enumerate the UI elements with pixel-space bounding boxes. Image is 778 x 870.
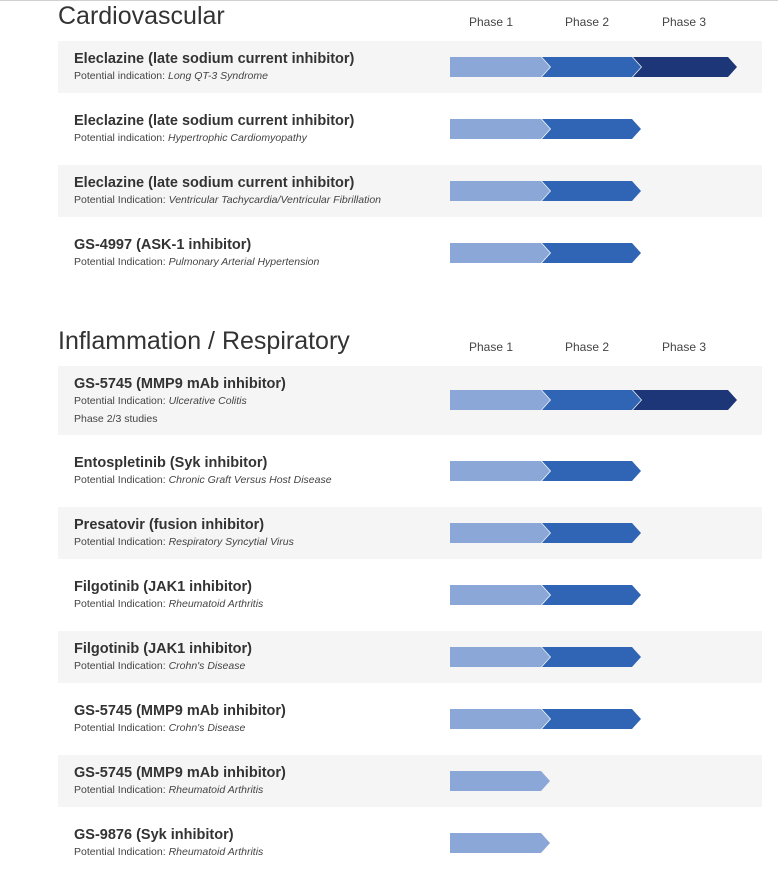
indication-label: Potential Indication: xyxy=(74,474,166,486)
phase-2-segment xyxy=(542,181,641,201)
indication-text xyxy=(74,599,263,610)
indication-text xyxy=(74,133,307,144)
drug-name: Filgotinib (JAK1 inhibitor) xyxy=(74,641,253,657)
phase-1-segment xyxy=(450,181,550,201)
phase-1-segment xyxy=(450,647,550,667)
pipeline-row xyxy=(58,445,762,497)
indication-label: Potential Indication: xyxy=(74,660,166,672)
drug-name: Entospletinib (Syk inhibitor) xyxy=(74,455,268,471)
phase-1-segment xyxy=(450,833,550,853)
phase-chevrons xyxy=(450,118,750,140)
phase-chevrons xyxy=(450,389,750,411)
phase-3-header: Phase 3 xyxy=(662,15,707,29)
drug-name: Filgotinib (JAK1 inhibitor) xyxy=(74,579,253,595)
phase-2-segment xyxy=(542,57,641,77)
phase-1-segment xyxy=(450,390,550,410)
indication-label: Potential Indication: xyxy=(74,784,166,796)
indication-label: Potential Indication: xyxy=(74,395,166,407)
phase-progress-bar xyxy=(450,832,750,854)
phase-2-segment xyxy=(542,461,641,481)
indication-text xyxy=(74,661,245,672)
pipeline-row xyxy=(58,817,762,869)
pipeline-row xyxy=(58,41,762,93)
phase-1-segment xyxy=(450,709,550,729)
phase-3-segment xyxy=(633,390,737,410)
phase-1-segment xyxy=(450,771,550,791)
indication-text xyxy=(74,723,245,734)
phase-chevrons xyxy=(450,708,750,730)
indication-value: Crohn's Disease xyxy=(168,722,246,734)
indication-value: Rheumatoid Arthritis xyxy=(168,784,264,796)
phase-progress-bar xyxy=(450,242,750,264)
indication-label: Potential Indication: xyxy=(74,598,166,610)
indication-label: Potential Indication: xyxy=(74,536,166,548)
phase-progress-bar xyxy=(450,118,750,140)
phase-2-header: Phase 2 xyxy=(565,15,610,29)
indication-label: Potential Indication: xyxy=(74,722,166,734)
indication-value: Respiratory Syncytial Virus xyxy=(168,536,294,548)
indication-text xyxy=(74,257,319,268)
indication-value: Hypertrophic Cardiomyopathy xyxy=(167,132,307,144)
phase-1-segment xyxy=(450,585,550,605)
phase-3-header: Phase 3 xyxy=(662,340,707,354)
indication-value: Crohn's Disease xyxy=(168,660,246,672)
indication-text xyxy=(74,475,332,486)
drug-name: GS-5745 (MMP9 mAb inhibitor) xyxy=(74,703,286,719)
phase-chevrons xyxy=(450,584,750,606)
pipeline-row xyxy=(58,755,762,807)
phase-1-segment xyxy=(450,57,550,77)
indication-text xyxy=(74,847,263,858)
pipeline-row xyxy=(58,227,762,279)
indication-label: Potential Indication: xyxy=(74,846,166,858)
indication-text xyxy=(74,71,268,82)
drug-name: GS-5745 (MMP9 mAb inhibitor) xyxy=(74,376,286,392)
phase-chevrons xyxy=(450,832,750,854)
drug-name: GS-5745 (MMP9 mAb inhibitor) xyxy=(74,765,286,781)
phase-1-segment xyxy=(450,119,550,139)
phase-chevrons xyxy=(450,770,750,792)
phase-2-segment xyxy=(542,390,641,410)
phase-progress-bar xyxy=(450,389,750,411)
phase-2-segment xyxy=(542,243,641,263)
phase-3-segment xyxy=(633,57,737,77)
phase-2-segment xyxy=(542,585,641,605)
phase-1-header: Phase 1 xyxy=(469,15,514,29)
drug-name: Eleclazine (late sodium current inhibitor) xyxy=(74,175,355,191)
phase-progress-bar xyxy=(450,56,750,78)
indication-text xyxy=(74,396,247,407)
pipeline-row xyxy=(58,507,762,559)
phase-1-segment xyxy=(450,523,550,543)
section-title: Cardiovascular xyxy=(58,2,225,30)
indication-value: Long QT-3 Syndrome xyxy=(167,70,268,82)
phase-chevrons xyxy=(450,460,750,482)
indication-label: Potential Indication: xyxy=(74,256,166,268)
section-cardiovascular xyxy=(58,1,762,291)
section-inflammation-respiratory xyxy=(58,326,762,870)
phase-2-segment xyxy=(542,119,641,139)
phase-2-segment xyxy=(542,647,641,667)
phase-progress-bar xyxy=(450,770,750,792)
indication-value: Pulmonary Arterial Hypertension xyxy=(168,256,320,268)
indication-value: Rheumatoid Arthritis xyxy=(168,846,264,858)
phase-2-header: Phase 2 xyxy=(565,340,610,354)
indication-text xyxy=(74,537,294,548)
study-note: Phase 2/3 studies xyxy=(74,413,158,425)
drug-name: Eleclazine (late sodium current inhibitor) xyxy=(74,113,355,129)
indication-value: Rheumatoid Arthritis xyxy=(168,598,264,610)
drug-name: GS-4997 (ASK-1 inhibitor) xyxy=(74,237,252,253)
phase-progress-bar xyxy=(450,708,750,730)
phase-progress-bar xyxy=(450,460,750,482)
phase-chevrons xyxy=(450,646,750,668)
phase-2-segment xyxy=(542,709,641,729)
indication-text xyxy=(74,785,263,796)
drug-name: GS-9876 (Syk inhibitor) xyxy=(74,827,234,843)
phase-1-segment xyxy=(450,243,550,263)
phase-progress-bar xyxy=(450,646,750,668)
indication-value: Chronic Graft Versus Host Disease xyxy=(168,474,332,486)
drug-name: Eleclazine (late sodium current inhibitor) xyxy=(74,51,355,67)
phase-chevrons xyxy=(450,180,750,202)
pipeline-row xyxy=(58,366,762,435)
pipeline-row xyxy=(58,103,762,155)
phase-chevrons xyxy=(450,242,750,264)
pipeline-row xyxy=(58,569,762,621)
indication-value: Ulcerative Colitis xyxy=(168,395,247,407)
indication-text xyxy=(74,195,381,206)
indication-label: Potential indication: xyxy=(74,132,166,144)
phase-progress-bar xyxy=(450,522,750,544)
drug-name: Presatovir (fusion inhibitor) xyxy=(74,517,265,533)
pipeline-row xyxy=(58,693,762,745)
indication-value: Ventricular Tachycardia/Ventricular Fibrillation xyxy=(168,194,382,206)
phase-chevrons xyxy=(450,522,750,544)
indication-label: Potential indication: xyxy=(74,70,166,82)
phase-2-segment xyxy=(542,523,641,543)
indication-label: Potential Indication: xyxy=(74,194,166,206)
section-title: Inflammation / Respiratory xyxy=(58,327,350,355)
phase-progress-bar xyxy=(450,584,750,606)
phase-chevrons xyxy=(450,56,750,78)
phase-progress-bar xyxy=(450,180,750,202)
phase-1-header: Phase 1 xyxy=(469,340,514,354)
pipeline-row xyxy=(58,165,762,217)
pipeline-row xyxy=(58,631,762,683)
phase-1-segment xyxy=(450,461,550,481)
